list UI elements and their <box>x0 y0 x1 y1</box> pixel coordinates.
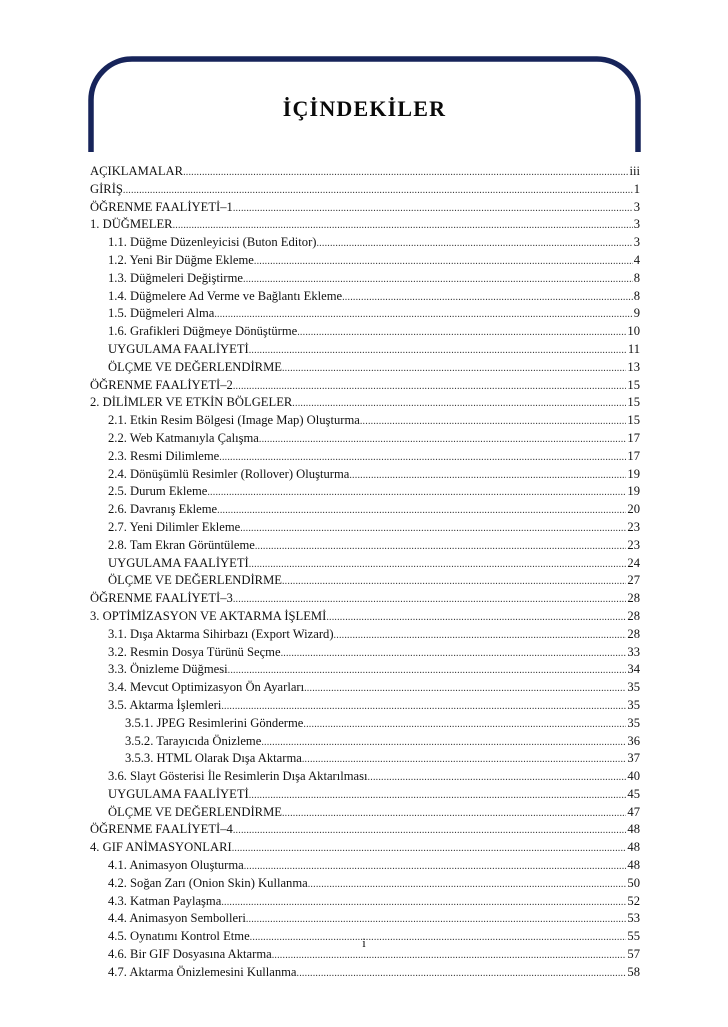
toc-entry-page: 24 <box>627 555 640 570</box>
toc-entry-label: 3.1. Dışa Aktarma Sihirbazı (Export Wizard) <box>108 626 334 641</box>
toc-entry[interactable] <box>90 216 640 234</box>
toc-entry[interactable] <box>90 875 640 893</box>
toc-dot-leader <box>214 306 632 324</box>
toc-entry[interactable] <box>90 181 640 199</box>
toc-dot-leader <box>254 253 633 271</box>
toc-entry-label: 4.3. Katman Paylaşma <box>108 893 222 908</box>
toc-entry-label: 3.5.2. Tarayıcıda Önizleme <box>125 733 262 748</box>
toc-entry-page: 35 <box>627 715 640 730</box>
toc-dot-leader <box>255 538 627 556</box>
toc-entry-page: 19 <box>627 484 640 499</box>
toc-dot-leader <box>297 324 626 342</box>
toc-dot-leader <box>297 965 627 983</box>
toc-entry-label: 1.2. Yeni Bir Düğme Ekleme <box>108 252 254 267</box>
toc-dot-leader <box>326 609 626 627</box>
toc-entry-page: 57 <box>627 947 640 962</box>
toc-entry-page: 23 <box>627 519 640 534</box>
toc-dot-leader <box>282 573 626 591</box>
toc-entry-label: ÖLÇME VE DEĞERLENDİRME <box>108 359 282 374</box>
toc-entry[interactable] <box>90 804 640 822</box>
toc-entry[interactable] <box>90 893 640 911</box>
toc-entry[interactable] <box>90 572 640 590</box>
toc-entry[interactable] <box>90 821 640 839</box>
page-number: i <box>362 936 366 950</box>
toc-entry-label: ÖLÇME VE DEĞERLENDİRME <box>108 573 282 588</box>
toc-dot-leader <box>349 467 626 485</box>
toc-dot-leader <box>232 840 627 858</box>
toc-dot-leader <box>261 734 626 752</box>
toc-entry[interactable] <box>90 555 640 573</box>
toc-entry-page: 27 <box>627 573 640 588</box>
toc-dot-leader <box>240 520 626 538</box>
toc-entry[interactable] <box>90 750 640 768</box>
toc-entry-label: 2.4. Dönüşümlü Resimler (Rollover) Oluşturma <box>108 466 350 481</box>
toc-entry-label: 4.7. Aktarma Önizlemesini Kullanma <box>108 964 297 979</box>
toc-dot-leader <box>123 182 633 200</box>
toc-entry-label: 4.5. Oynatımı Kontrol Etme <box>108 929 250 944</box>
toc-dot-leader <box>360 413 627 431</box>
toc-entry-label: 1.1. Düğme Düzenleyicisi (Buton Editor) <box>108 235 317 250</box>
toc-entry[interactable] <box>90 501 640 519</box>
toc-entry-page: 15 <box>627 395 640 410</box>
toc-entry-page: 8 <box>633 288 640 303</box>
toc-dot-leader <box>233 378 627 396</box>
table-of-contents <box>90 163 640 982</box>
toc-entry[interactable] <box>90 430 640 448</box>
page-title: İÇİNDEKİLER <box>282 96 447 121</box>
toc-entry[interactable] <box>90 199 640 217</box>
toc-entry-label: ÖLÇME VE DEĞERLENDİRME <box>108 804 282 819</box>
toc-entry-label: 4.6. Bir GIF Dosyasına Aktarma <box>108 947 272 962</box>
toc-dot-leader <box>233 591 627 609</box>
toc-dot-leader <box>259 431 627 449</box>
toc-entry-page: 35 <box>627 697 640 712</box>
toc-entry[interactable] <box>90 661 640 679</box>
toc-entry-label: 4.2. Soğan Zarı (Onion Skin) Kullanma <box>108 875 308 890</box>
toc-entry-page: 19 <box>627 466 640 481</box>
toc-entry-label: 1.5. Düğmeleri Alma <box>108 306 215 321</box>
toc-entry-label: UYGULAMA FAALİYETİ <box>108 786 249 801</box>
toc-entry-label: ÖĞRENME FAALİYETİ–2 <box>90 377 233 392</box>
toc-entry-label: GİRİŞ <box>90 181 123 196</box>
toc-entry-label: 2.3. Resmi Dilimleme <box>108 448 220 463</box>
toc-entry-label: ÖĞRENME FAALİYETİ–1 <box>90 199 233 214</box>
toc-entry-label: 2.6. Davranış Ekleme <box>108 502 218 517</box>
toc-entry-page: 15 <box>627 413 640 428</box>
toc-entry-label: UYGULAMA FAALİYETİ <box>108 341 249 356</box>
toc-dot-leader <box>219 449 626 467</box>
toc-entry[interactable] <box>90 697 640 715</box>
toc-dot-leader <box>221 698 626 716</box>
toc-entry-page: 34 <box>627 662 640 677</box>
toc-entry-label: 3.4. Mevcut Optimizasyon Ön Ayarları <box>108 680 305 695</box>
toc-entry-page: 28 <box>627 608 640 623</box>
toc-entry-label: 1.4. Düğmelere Ad Verme ve Bağlantı Ekleme <box>108 288 343 303</box>
toc-entry-label: ÖĞRENME FAALİYETİ–4 <box>90 822 233 837</box>
toc-entry-label: 1.3. Düğmeleri Değiştirme <box>108 270 244 285</box>
toc-entry-page: iii <box>629 164 640 178</box>
toc-entry-label: 2. DİLİMLER VE ETKİN BÖLGELER <box>90 395 293 410</box>
toc-dot-leader <box>228 662 627 680</box>
toc-entry-page: 10 <box>627 324 640 339</box>
toc-entry[interactable] <box>90 786 640 804</box>
toc-dot-leader <box>282 805 626 823</box>
toc-entry[interactable] <box>90 377 640 395</box>
toc-dot-leader <box>281 645 627 663</box>
toc-entry-page: 53 <box>627 911 640 926</box>
toc-dot-leader <box>221 894 626 912</box>
toc-dot-leader <box>244 858 627 876</box>
toc-entry[interactable] <box>90 733 640 751</box>
toc-entry-label: 1. DÜĞMELER <box>90 217 173 232</box>
toc-entry[interactable] <box>90 608 640 626</box>
toc-entry[interactable] <box>90 270 640 288</box>
toc-entry[interactable] <box>90 305 640 323</box>
toc-entry[interactable] <box>90 252 640 270</box>
title-frame <box>88 56 641 154</box>
toc-entry[interactable] <box>90 323 640 341</box>
toc-entry-page: 48 <box>627 858 640 873</box>
toc-entry[interactable] <box>90 519 640 537</box>
toc-entry-page: 3 <box>633 199 640 214</box>
toc-entry-page: 47 <box>627 804 640 819</box>
toc-entry-page: 35 <box>627 680 640 695</box>
toc-entry-label: 2.7. Yeni Dilimler Ekleme <box>108 519 241 534</box>
toc-entry-label: 1.6. Grafikleri Düğmeye Dönüştürme <box>108 324 298 339</box>
toc-entry-page: 28 <box>627 626 640 641</box>
toc-dot-leader <box>316 235 632 253</box>
toc-entry-page: 15 <box>627 377 640 392</box>
toc-dot-leader <box>282 360 626 378</box>
toc-entry-label: 3. OPTİMİZASYON VE AKTARMA İŞLEMİ <box>90 608 327 623</box>
toc-entry-page: 52 <box>627 893 640 908</box>
toc-entry-label: UYGULAMA FAALİYETİ <box>108 555 249 570</box>
toc-entry[interactable] <box>90 857 640 875</box>
toc-dot-leader <box>249 342 627 360</box>
toc-dot-leader <box>173 217 633 235</box>
toc-dot-leader <box>233 822 627 840</box>
toc-entry[interactable] <box>90 910 640 928</box>
toc-dot-leader <box>368 769 627 787</box>
toc-entry-label: 4.4. Animasyon Sembolleri <box>108 911 246 926</box>
toc-entry[interactable] <box>90 466 640 484</box>
toc-dot-leader <box>246 911 627 929</box>
toc-entry-page: 17 <box>627 430 640 445</box>
toc-entry-label: 2.5. Durum Ekleme <box>108 484 208 499</box>
toc-entry-page: 58 <box>627 964 640 979</box>
toc-entry-page: 11 <box>627 341 640 356</box>
toc-entry-page: 55 <box>627 929 640 944</box>
toc-entry-label: 3.3. Önizleme Düğmesi <box>108 662 228 677</box>
toc-entry-page: 50 <box>627 875 640 890</box>
toc-entry[interactable] <box>90 626 640 644</box>
toc-dot-leader <box>243 271 633 289</box>
toc-entry-label: 3.2. Resmin Dosya Türünü Seçme <box>108 644 281 659</box>
toc-dot-leader <box>308 876 627 894</box>
toc-entry-label: ÖĞRENME FAALİYETİ–3 <box>90 591 233 606</box>
toc-entry[interactable] <box>90 288 640 306</box>
toc-entry-label: 4.1. Animasyon Oluşturma <box>108 858 244 873</box>
toc-entry[interactable] <box>90 341 640 359</box>
toc-entry-page: 48 <box>627 840 640 855</box>
toc-entry-page: 8 <box>633 270 640 285</box>
toc-entry[interactable] <box>90 679 640 697</box>
toc-entry[interactable] <box>90 163 640 181</box>
toc-entry-page: 1 <box>633 181 640 196</box>
toc-entry-page: 3 <box>633 217 640 232</box>
toc-entry-label: 2.2. Web Katmanıyla Çalışma <box>108 430 259 445</box>
toc-entry-label: 3.5.3. HTML Olarak Dışa Aktarma <box>125 751 302 766</box>
toc-entry-page: 20 <box>627 502 640 517</box>
toc-entry[interactable] <box>90 394 640 412</box>
toc-entry-page: 23 <box>627 537 640 552</box>
toc-dot-leader <box>302 751 627 769</box>
toc-entry-page: 37 <box>627 751 640 766</box>
toc-dot-leader <box>183 164 628 182</box>
toc-entry-page: 3 <box>633 235 640 250</box>
toc-entry[interactable] <box>90 715 640 733</box>
toc-entry[interactable] <box>90 768 640 786</box>
toc-entry-page: 33 <box>627 644 640 659</box>
toc-dot-leader <box>292 395 626 413</box>
toc-entry-label: AÇIKLAMALAR <box>90 164 184 178</box>
toc-entry-page: 36 <box>627 733 640 748</box>
toc-entry[interactable] <box>90 483 640 501</box>
toc-entry-label: 2.1. Etkin Resim Bölgesi (Image Map) Oluşturma <box>108 413 360 428</box>
toc-dot-leader <box>249 556 627 574</box>
toc-entry[interactable] <box>90 359 640 377</box>
toc-dot-leader <box>217 502 626 520</box>
toc-entry-label: 2.8. Tam Ekran Görüntüleme <box>108 537 255 552</box>
toc-entry-page: 13 <box>627 359 640 374</box>
toc-dot-leader <box>249 787 627 805</box>
toc-entry[interactable] <box>90 412 640 430</box>
toc-dot-leader <box>233 200 633 218</box>
toc-entry-label: 3.5. Aktarma İşlemleri <box>108 697 222 712</box>
toc-entry-page: 45 <box>627 786 640 801</box>
toc-dot-leader <box>304 680 626 698</box>
toc-entry-label: 3.6. Slayt Gösterisi İle Resimlerin Dışa Aktarılması <box>108 769 368 784</box>
toc-entry-label: 4. GIF ANİMASYONLARI <box>90 840 232 855</box>
toc-entry-page: 9 <box>633 306 640 321</box>
toc-entry-page: 28 <box>627 591 640 606</box>
toc-dot-leader <box>303 716 626 734</box>
toc-entry-page: 40 <box>627 769 640 784</box>
toc-entry-label: 3.5.1. JPEG Resimlerini Gönderme <box>125 715 304 730</box>
toc-entry[interactable] <box>90 234 640 252</box>
toc-dot-leader <box>342 289 633 307</box>
toc-entry[interactable] <box>90 839 640 857</box>
toc-entry-page: 48 <box>627 822 640 837</box>
toc-entry[interactable] <box>90 537 640 555</box>
toc-entry[interactable] <box>90 590 640 608</box>
toc-entry[interactable] <box>90 964 640 982</box>
toc-dot-leader <box>334 627 627 645</box>
toc-entry[interactable] <box>90 448 640 466</box>
toc-entry-page: 4 <box>633 252 640 267</box>
toc-entry-page: 17 <box>627 448 640 463</box>
toc-dot-leader <box>207 484 626 502</box>
toc-entry[interactable] <box>90 644 640 662</box>
